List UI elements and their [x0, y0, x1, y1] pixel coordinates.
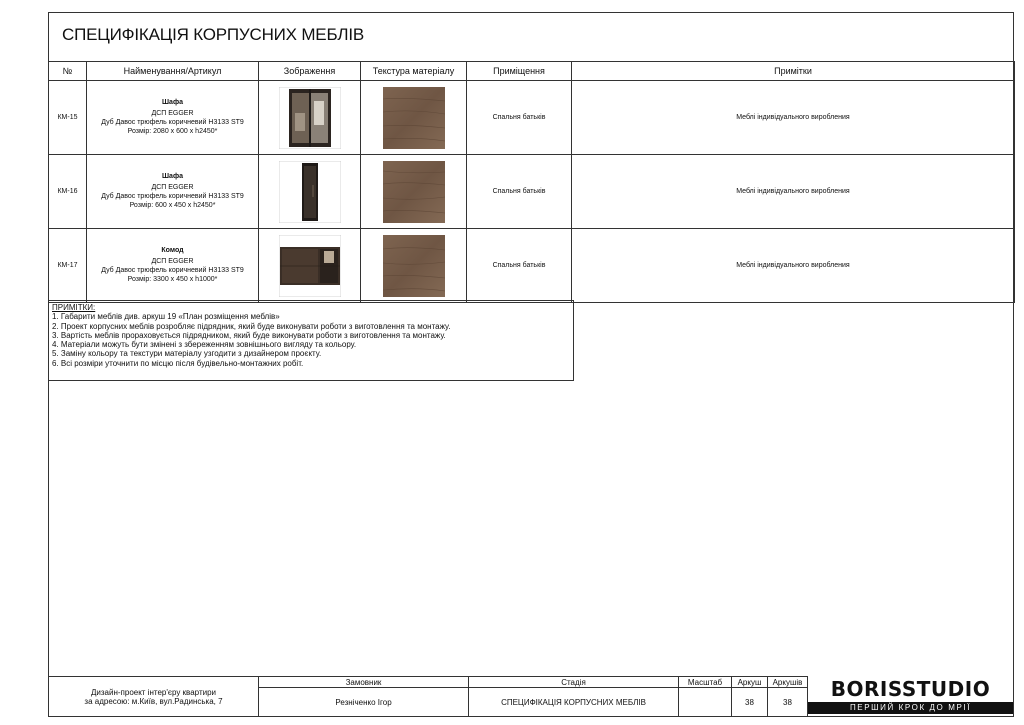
sheets-label: Аркушів	[767, 676, 808, 688]
table-row	[49, 81, 1015, 155]
col-header-number: №	[49, 62, 87, 81]
client-value: Резніченко Ігор	[258, 687, 469, 717]
narrow-wardrobe-image	[279, 161, 341, 223]
client-label: Замовник	[258, 676, 469, 688]
row-image	[259, 229, 361, 303]
item-size: Розмір: 3300 x 450 x h1000*	[127, 276, 218, 283]
row-number: КМ-17	[49, 229, 87, 303]
row-image	[259, 155, 361, 229]
notes-title: ПРИМІТКИ:	[52, 303, 96, 312]
row-room: Спальня батьків	[467, 81, 572, 155]
wood-texture-swatch	[383, 161, 445, 223]
page-title: СПЕЦИФІКАЦІЯ КОРПУСНИХ МЕБЛІВ	[62, 25, 365, 44]
studio-logo	[808, 677, 1013, 716]
col-header-texture: Текстура матеріалу	[361, 62, 467, 81]
item-decor: Дуб Давос трюфель коричневий H3133 ST9	[101, 119, 244, 126]
sheet-value: 38	[731, 687, 768, 717]
scale-value	[678, 687, 732, 717]
stage-label: Стадія	[468, 676, 679, 688]
wood-texture-swatch	[383, 235, 445, 297]
col-header-room: Приміщення	[467, 62, 572, 81]
studio-tagline: ПЕРШИЙ КРОК ДО МРІЇ	[808, 702, 1013, 714]
col-header-name: Найменування/Артикул	[87, 62, 259, 81]
sheets-value: 38	[767, 687, 808, 717]
col-header-notes: Примітки	[572, 62, 1015, 81]
notes-item: 1. Габарити меблів див. аркуш 19 «План розміщення меблів»	[52, 312, 280, 322]
table-row	[49, 229, 1015, 303]
row-description	[87, 155, 259, 229]
row-texture	[361, 155, 467, 229]
col-header-image: Зображення	[259, 62, 361, 81]
item-decor: Дуб Давос трюфель коричневий H3133 ST9	[101, 193, 244, 200]
notes-item: 2. Проект корпусних меблів розробляє підрядник, який буде виконувати роботи з виготовлення та монтажу.	[52, 321, 451, 331]
row-texture	[361, 229, 467, 303]
item-name: Шафа	[162, 99, 183, 106]
wardrobe-image	[279, 87, 341, 149]
project-name: Дизайн-проект інтер'єру квартири	[90, 687, 216, 697]
stage-value: СПЕЦИФІКАЦІЯ КОРПУСНИХ МЕБЛІВ	[468, 687, 679, 717]
item-name: Шафа	[162, 173, 183, 180]
row-number: КМ-16	[49, 155, 87, 229]
dresser-image	[279, 235, 341, 297]
row-room: Спальня батьків	[467, 155, 572, 229]
row-room: Спальня батьків	[467, 229, 572, 303]
notes-item: 6. Всі розміри уточнити по місцю після будівельно-монтажних робіт.	[52, 358, 304, 368]
sheet-label: Аркуш	[731, 676, 768, 688]
item-material: ДСП EGGER	[151, 110, 194, 117]
row-image	[259, 81, 361, 155]
scale-label: Масштаб	[678, 676, 732, 688]
item-decor: Дуб Давос трюфель коричневий H3133 ST9	[101, 267, 244, 274]
project-address: за адресою: м.Київ, вул.Радинська, 7	[84, 696, 223, 706]
notes-item: 3. Вартість меблів прораховується підрядником, який буде виконувати роботи з виготовлення та монтажу.	[52, 330, 446, 340]
row-note: Меблі індивідуального виробления	[572, 81, 1015, 155]
project-address-cell	[48, 676, 259, 717]
wood-texture-swatch	[383, 87, 445, 149]
row-number: КМ-15	[49, 81, 87, 155]
item-size: Розмір: 600 x 450 x h2450*	[129, 202, 216, 209]
notes-block	[48, 300, 574, 381]
row-note: Меблі індивідуального виробления	[572, 229, 1015, 303]
notes-item: 5. Заміну кольору та текстури матеріалу узгодити з дизайнером проєкту.	[52, 349, 322, 359]
specification-table	[48, 61, 1015, 303]
row-texture	[361, 81, 467, 155]
row-description	[87, 229, 259, 303]
row-description	[87, 81, 259, 155]
table-row	[49, 155, 1015, 229]
item-size: Розмір: 2080 x 600 x h2450*	[127, 128, 218, 135]
table-header-row	[49, 62, 1015, 81]
item-material: ДСП EGGER	[151, 184, 194, 191]
item-material: ДСП EGGER	[151, 258, 194, 265]
item-name: Комод	[161, 247, 184, 254]
row-note: Меблі індивідуального виробления	[572, 155, 1015, 229]
notes-item: 4. Матеріали можуть бути змінені з збереженням зовнішнього вигляду та кольору.	[52, 340, 357, 350]
studio-name: BORISSTUDIO	[830, 677, 991, 701]
